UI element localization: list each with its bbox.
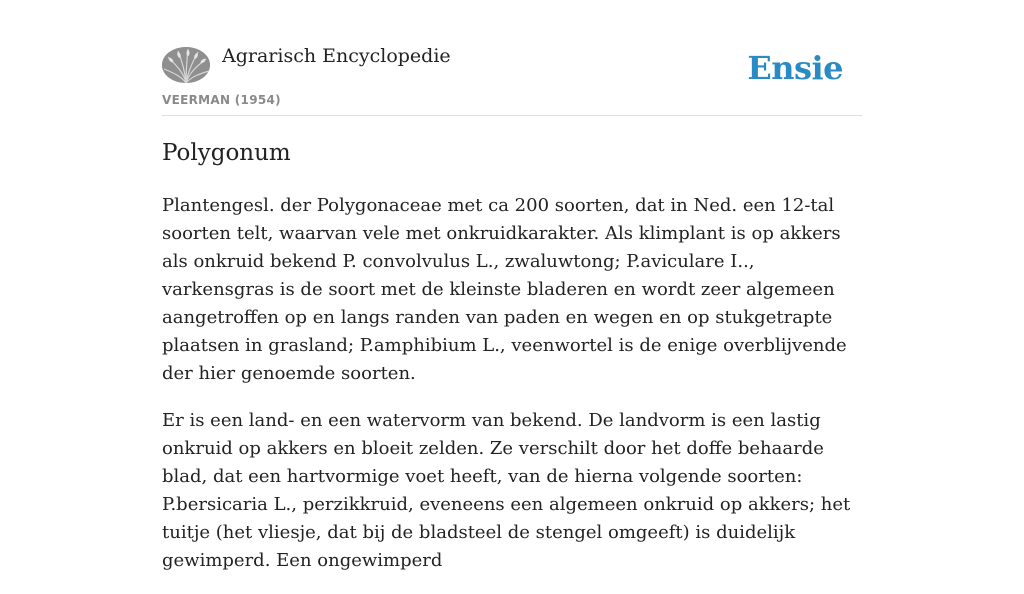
- wheat-logo-icon[interactable]: [162, 47, 210, 83]
- article-page: [162, 0, 862, 571]
- publication-header: [162, 0, 862, 116]
- article-body: [162, 192, 862, 594]
- page-title: Polygonum: [162, 140, 291, 166]
- publication-title[interactable]: Agrarisch Encyclopedie: [222, 45, 451, 67]
- publication-meta: VEERMAN (1954): [162, 93, 281, 107]
- ensie-logo[interactable]: Ensie: [747, 49, 843, 87]
- article-paragraph: Plantengesl. der Polygonaceae met ca 200 soorten, dat in Ned. een 12-tal soorten telt, waarvan vele met onkruidkarakter. Als klimplant is op akkers als onkruid bekend P. convolvulus L., zwaluwtong; P.aviculare I.., varkensgras is de soort met de kleinste bladeren en wordt zeer algemeen aangetroffen op en langs randen van paden en wegen en op stukgetrapte plaatsen in grasland; P.amphibium L., veenwortel is de enige overblijvende der hier genoemde soorten.: [162, 195, 847, 384]
- article-paragraph: Er is een land- en een watervorm van bekend. De landvorm is een lastig onkruid op akkers en bloeit zelden. Ze verschilt door het doffe behaarde blad, dat een hartvormige voet heeft, van de hierna volgende soorten: P.bersicaria L., perzikkruid, eveneens een algemeen onkruid op akkers; het tuitje (het vliesje, dat bij de bladsteel de stengel omgeeft) is duidelijk gewimperd. Een ongewimperd: [162, 410, 851, 571]
